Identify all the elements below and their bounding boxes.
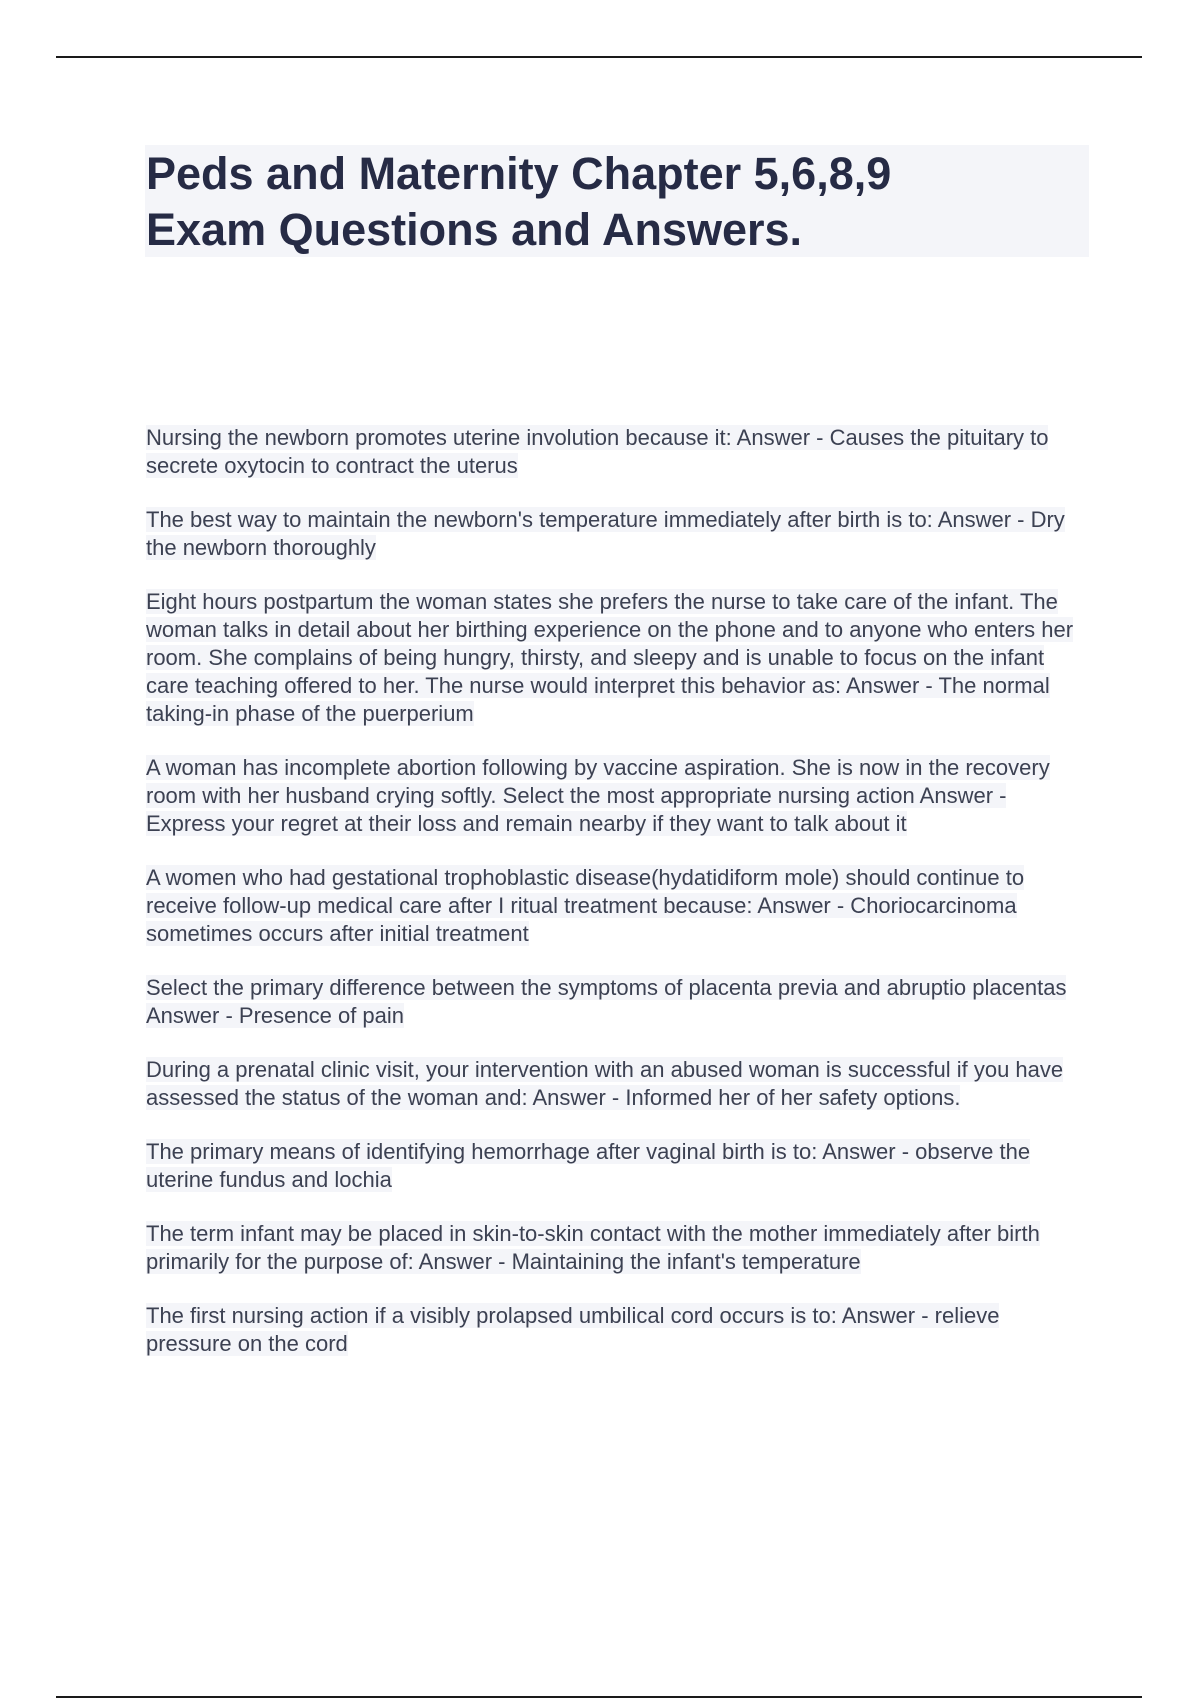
qa-text: A woman has incomplete abortion following by vaccine aspiration. She is now in the recovery room with her husband crying softly. Select the most appropriate nursing action Answer - Express your regret at their loss and remain nearby if they want to talk about it xyxy=(146,755,1050,836)
qa-item xyxy=(146,1220,1091,1276)
top-rule xyxy=(56,56,1142,58)
qa-item xyxy=(146,1056,1091,1112)
qa-text: The first nursing action if a visibly prolapsed umbilical cord occurs is to: Answer - relieve pressure on the cord xyxy=(146,1303,1000,1356)
qa-item xyxy=(146,864,1091,948)
qa-text: Eight hours postpartum the woman states she prefers the nurse to take care of the infant. The woman talks in detail about her birthing experience on the phone and to anyone who enters her room. She complains of being hungry, thirsty, and sleepy and is unable to focus on the infant care teaching offered to her. The nurse would interpret this behavior as: Answer - The normal taking-in phase of the puerperium xyxy=(146,589,1074,726)
qa-text: The term infant may be placed in skin-to-skin contact with the mother immediately after birth primarily for the purpose of: Answer - Maintaining the infant's temperature xyxy=(146,1221,1040,1274)
qa-item xyxy=(146,1302,1091,1358)
title-line-2: Exam Questions and Answers. xyxy=(146,204,803,255)
qa-item xyxy=(146,588,1091,728)
qa-item xyxy=(146,1138,1091,1194)
qa-list xyxy=(146,424,1091,1384)
page-title xyxy=(146,146,1086,258)
qa-text: During a prenatal clinic visit, your intervention with an abused woman is successful if you have assessed the status of the woman and: Answer - Informed her of her safety options. xyxy=(146,1057,1064,1110)
qa-text: Nursing the newborn promotes uterine involution because it: Answer - Causes the pituitary to secrete oxytocin to contract the uterus xyxy=(146,425,1049,478)
qa-text: The primary means of identifying hemorrhage after vaginal birth is to: Answer - observe the uterine fundus and lochia xyxy=(146,1139,1031,1192)
qa-text: Select the primary difference between the symptoms of placenta previa and abruptio placentas Answer - Presence of pain xyxy=(146,975,1067,1028)
qa-item xyxy=(146,754,1091,838)
bottom-rule xyxy=(56,1696,1142,1698)
title-line-1: Peds and Maternity Chapter 5,6,8,9 xyxy=(146,148,892,199)
qa-item xyxy=(146,424,1091,480)
qa-item xyxy=(146,506,1091,562)
qa-text: A women who had gestational trophoblastic disease(hydatidiform mole) should continue to receive follow-up medical care after I ritual treatment because: Answer - Choriocarcinoma sometimes occurs after initial treatment xyxy=(146,865,1025,946)
qa-item xyxy=(146,974,1091,1030)
qa-text: The best way to maintain the newborn's temperature immediately after birth is to: Answer - Dry the newborn thoroughly xyxy=(146,507,1065,560)
